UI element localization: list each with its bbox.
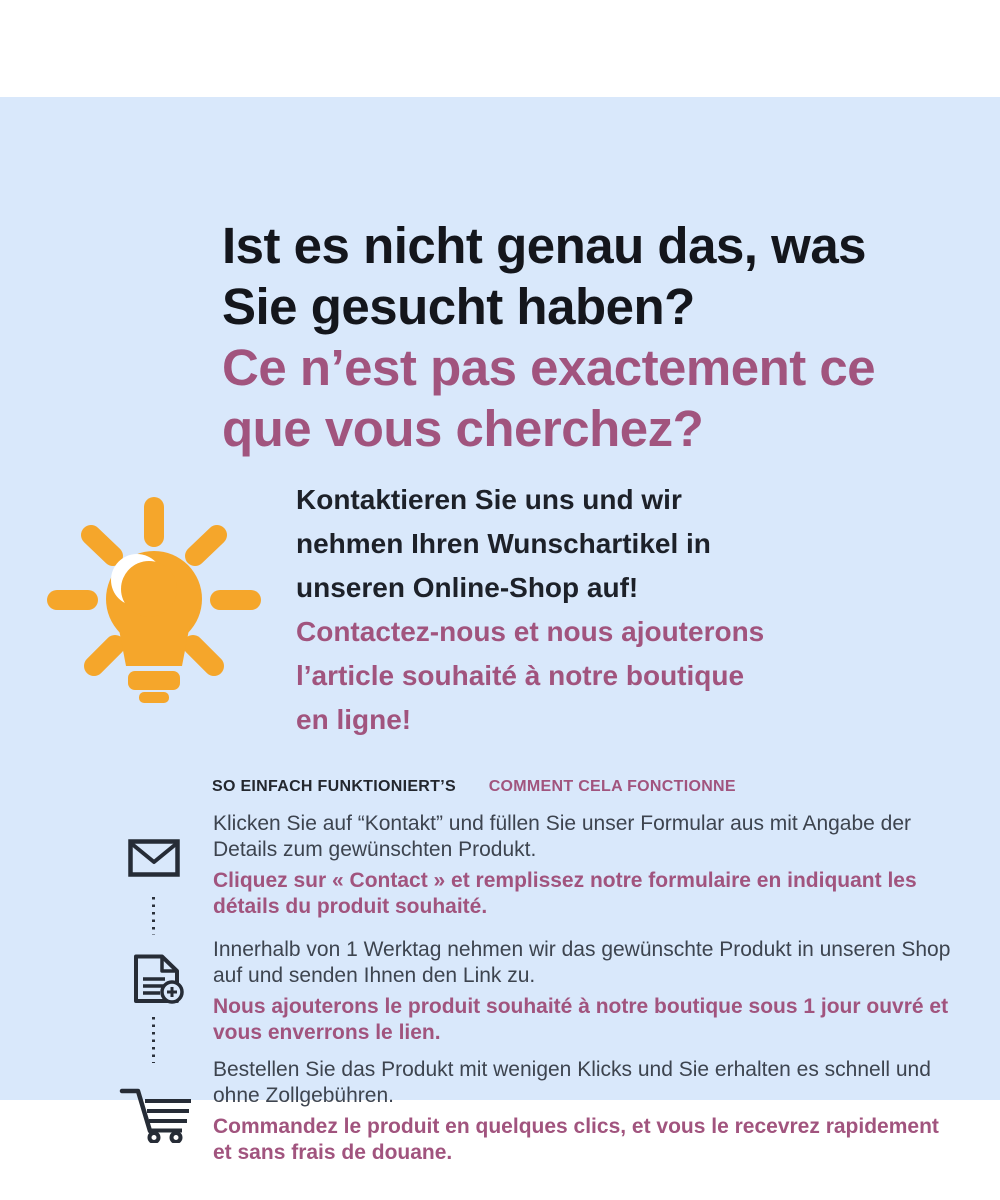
step-3-text-fr: Commandez le produit en quelques clics, et vous le recevrez rapidement et sans frais de douane.: [213, 1115, 939, 1164]
cart-icon: [116, 1085, 196, 1143]
how-it-works-de-label: SO EINFACH FUNKTIONIERT’S: [212, 778, 456, 795]
intro-de-line-2: nehmen Ihren Wunschartikel in: [296, 528, 711, 559]
intro-fr-line-1: Contactez-nous et nous ajouterons: [296, 616, 765, 647]
document-add-icon: [127, 954, 185, 1006]
intro-fr-line-2: l’article souhaité à notre boutique: [296, 660, 745, 691]
step-row-3: [213, 1057, 953, 1165]
lightbulb-icon: [44, 493, 266, 717]
step-2-text-de: Innerhalb von 1 Werktag nehmen wir das gewünschte Produkt in unseren Shop auf und senden Ihnen den Link zu.: [213, 938, 951, 987]
how-it-works-header: [212, 778, 972, 796]
step-1-text-fr: Cliquez sur « Contact » et remplissez notre formulaire en indiquant les détails du produit souhaité.: [213, 869, 917, 918]
intro-block: [296, 478, 896, 742]
intro-fr-line-3: en ligne!: [296, 704, 412, 735]
headline-de-line-1: Ist es nicht genau das, was: [222, 217, 867, 274]
how-it-works-fr-label: COMMENT CELA FONCTIONNE: [488, 778, 736, 795]
headline-de-line-2: Sie gesucht haben?: [222, 278, 695, 335]
step-2-text-fr: Nous ajouterons le produit souhaité à notre boutique sous 1 jour ouvré et vous enverrons le lien.: [213, 995, 949, 1044]
envelope-icon: [128, 839, 180, 877]
dotted-connector: [152, 1017, 155, 1063]
step-row-1: [213, 811, 953, 919]
step-3-text-de: Bestellen Sie das Produkt mit wenigen Klicks und Sie erhalten es schnell und ohne Zollgebühren.: [213, 1058, 931, 1107]
dotted-connector: [152, 897, 155, 935]
headline-fr-line-2: que vous cherchez?: [222, 400, 704, 457]
step-1-text-de: Klicken Sie auf “Kontakt” und füllen Sie unser Formular aus mit Angabe der Details zum gewünschten Produkt.: [213, 812, 912, 861]
headline-block: [222, 215, 962, 459]
intro-de-line-3: unseren Online-Shop auf!: [296, 572, 639, 603]
headline-fr-line-1: Ce n’est pas exactement ce: [222, 339, 876, 396]
intro-de-line-1: Kontaktieren Sie uns und wir: [296, 484, 682, 515]
blue-panel: [0, 97, 1000, 1164]
step-row-2: [213, 937, 953, 1045]
